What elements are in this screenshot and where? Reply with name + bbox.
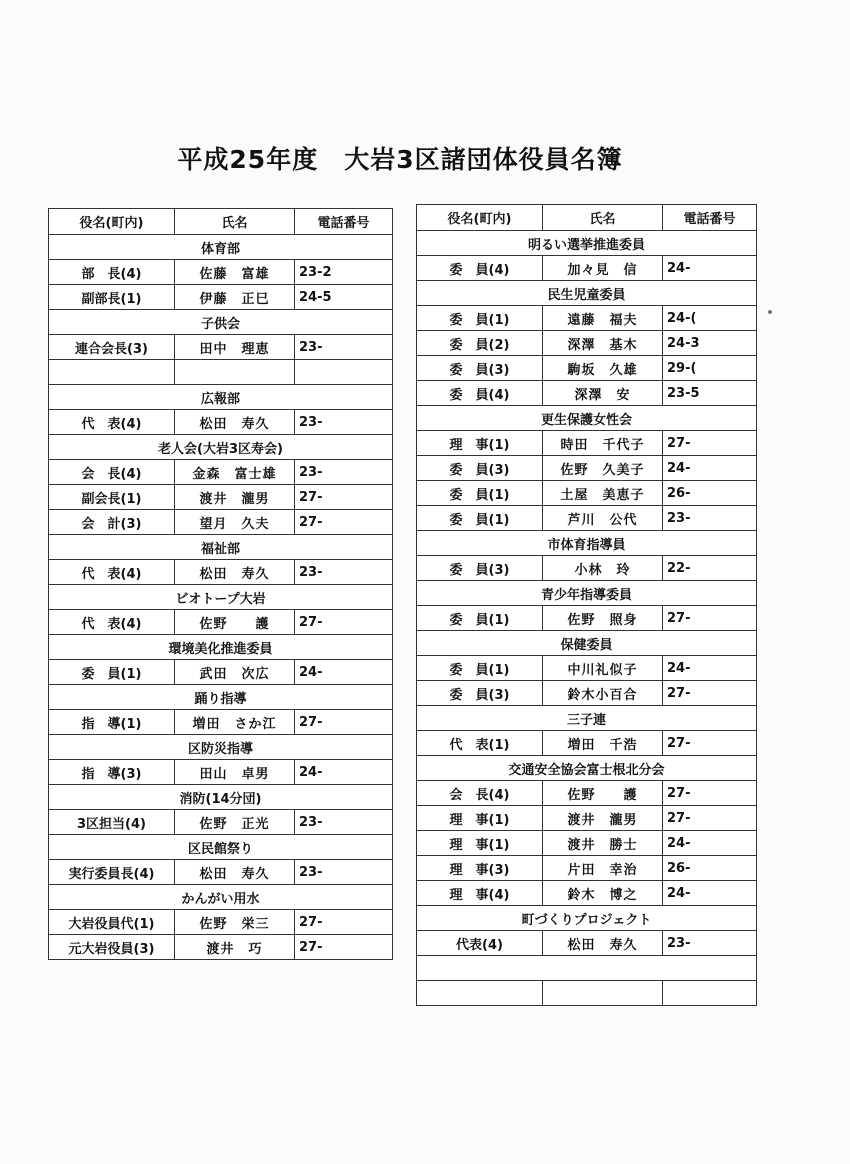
role-cell: 委 員(4) bbox=[417, 381, 543, 406]
role-cell: 代 表(4) bbox=[49, 560, 175, 585]
phone-cell: 24- bbox=[663, 881, 757, 906]
blank-row bbox=[417, 981, 757, 1006]
section-label: 青少年指導委員 bbox=[417, 581, 757, 606]
section-label: 町づくりプロジェクト bbox=[417, 906, 757, 931]
section-row bbox=[417, 706, 757, 731]
section-row bbox=[417, 231, 757, 256]
section-row bbox=[417, 756, 757, 781]
phone-cell: 24-3 bbox=[663, 331, 757, 356]
name-cell: 渡井 瀧男 bbox=[175, 485, 295, 510]
name-cell: 望月 久夫 bbox=[175, 510, 295, 535]
name-cell: 松田 寿久 bbox=[175, 410, 295, 435]
phone-cell: 29-( bbox=[663, 356, 757, 381]
table-row bbox=[49, 710, 393, 735]
table-row bbox=[417, 856, 757, 881]
name-cell: 佐野 護 bbox=[543, 781, 663, 806]
table-row bbox=[417, 381, 757, 406]
table-row bbox=[49, 460, 393, 485]
phone-cell: 24-5 bbox=[295, 285, 393, 310]
table-row bbox=[417, 681, 757, 706]
table-row bbox=[49, 610, 393, 635]
role-cell: 指 導(3) bbox=[49, 760, 175, 785]
table-row bbox=[49, 260, 393, 285]
phone-cell: 24-( bbox=[663, 306, 757, 331]
section-label: 交通安全協会富士根北分会 bbox=[417, 756, 757, 781]
section-label: 子供会 bbox=[49, 310, 393, 335]
name-cell: 伊藤 正巳 bbox=[175, 285, 295, 310]
phone-cell: 27- bbox=[295, 935, 393, 960]
table-row bbox=[417, 831, 757, 856]
phone-cell: 24- bbox=[663, 656, 757, 681]
phone-cell: 24- bbox=[663, 456, 757, 481]
role-cell: 会 長(4) bbox=[417, 781, 543, 806]
section-label: 老人会(大岩3区寿会) bbox=[49, 435, 393, 460]
name-cell: 松田 寿久 bbox=[175, 860, 295, 885]
role-cell: 委 員(4) bbox=[417, 256, 543, 281]
role-cell: 代 表(4) bbox=[49, 610, 175, 635]
table-row bbox=[49, 485, 393, 510]
section-row bbox=[49, 785, 393, 810]
name-cell: 佐野 久美子 bbox=[543, 456, 663, 481]
table-row bbox=[49, 860, 393, 885]
phone-cell: 24- bbox=[295, 660, 393, 685]
role-cell: 理 事(1) bbox=[417, 806, 543, 831]
phone-cell: 23- bbox=[295, 810, 393, 835]
blank-cell bbox=[175, 360, 295, 385]
section-row bbox=[49, 885, 393, 910]
blank-cell bbox=[295, 360, 393, 385]
table-row bbox=[417, 881, 757, 906]
phone-cell: 27- bbox=[663, 781, 757, 806]
role-cell: 副部長(1) bbox=[49, 285, 175, 310]
phone-cell: 23- bbox=[295, 860, 393, 885]
section-row bbox=[49, 235, 393, 260]
role-cell: 委 員(2) bbox=[417, 331, 543, 356]
phone-cell: 27- bbox=[663, 681, 757, 706]
table-row bbox=[417, 331, 757, 356]
section-row bbox=[49, 310, 393, 335]
section-label: 踊り指導 bbox=[49, 685, 393, 710]
table-row bbox=[49, 510, 393, 535]
section-label: 保健委員 bbox=[417, 631, 757, 656]
section-row bbox=[417, 531, 757, 556]
header-name: 氏名 bbox=[175, 209, 295, 235]
phone-cell: 23- bbox=[295, 410, 393, 435]
section-row bbox=[49, 685, 393, 710]
section-label: 福祉部 bbox=[49, 535, 393, 560]
name-cell: 加々見 信 bbox=[543, 256, 663, 281]
role-cell: 代 表(4) bbox=[49, 410, 175, 435]
blank-cell bbox=[417, 981, 543, 1006]
table-row bbox=[417, 431, 757, 456]
blank-row bbox=[417, 956, 757, 981]
name-cell: 小林 玲 bbox=[543, 556, 663, 581]
name-cell: 田中 理恵 bbox=[175, 335, 295, 360]
phone-cell: 23-2 bbox=[295, 260, 393, 285]
header-role: 役名(町内) bbox=[417, 205, 543, 231]
blank-cell bbox=[543, 981, 663, 1006]
role-cell: 委 員(3) bbox=[417, 356, 543, 381]
name-cell: 佐野 照身 bbox=[543, 606, 663, 631]
blank-cell bbox=[417, 956, 757, 981]
name-cell: 渡井 勝士 bbox=[543, 831, 663, 856]
section-row bbox=[417, 581, 757, 606]
phone-cell: 22- bbox=[663, 556, 757, 581]
role-cell: 委 員(3) bbox=[417, 456, 543, 481]
name-cell: 増田 千浩 bbox=[543, 731, 663, 756]
table-row bbox=[49, 335, 393, 360]
name-cell: 深澤 基木 bbox=[543, 331, 663, 356]
phone-cell: 23- bbox=[663, 506, 757, 531]
section-row bbox=[417, 281, 757, 306]
role-cell: 委 員(1) bbox=[417, 506, 543, 531]
role-cell: 元大岩役員(3) bbox=[49, 935, 175, 960]
name-cell: 松田 寿久 bbox=[543, 931, 663, 956]
name-cell: 佐藤 富雄 bbox=[175, 260, 295, 285]
section-label: かんがい用水 bbox=[49, 885, 393, 910]
phone-cell: 27- bbox=[295, 485, 393, 510]
name-cell: 芦川 公代 bbox=[543, 506, 663, 531]
roster-table-left bbox=[48, 208, 393, 960]
table-row bbox=[417, 606, 757, 631]
roster-body-right bbox=[417, 231, 757, 1006]
table-row bbox=[49, 560, 393, 585]
role-cell: 委 員(1) bbox=[417, 306, 543, 331]
role-cell: 委 員(1) bbox=[417, 656, 543, 681]
role-cell: 委 員(3) bbox=[417, 556, 543, 581]
table-row bbox=[417, 731, 757, 756]
phone-cell: 23-5 bbox=[663, 381, 757, 406]
phone-cell: 26- bbox=[663, 856, 757, 881]
name-cell: 中川礼似子 bbox=[543, 656, 663, 681]
roster-table-right bbox=[416, 204, 757, 1006]
name-cell: 片田 幸治 bbox=[543, 856, 663, 881]
table-row bbox=[49, 935, 393, 960]
role-cell: 理 事(3) bbox=[417, 856, 543, 881]
name-cell: 佐野 正光 bbox=[175, 810, 295, 835]
role-cell: 代 表(1) bbox=[417, 731, 543, 756]
section-row bbox=[417, 406, 757, 431]
section-row bbox=[417, 906, 757, 931]
margin-dot bbox=[768, 310, 772, 314]
role-cell: 会 長(4) bbox=[49, 460, 175, 485]
table-row bbox=[49, 760, 393, 785]
role-cell: 代表(4) bbox=[417, 931, 543, 956]
header-name: 氏名 bbox=[543, 205, 663, 231]
section-row bbox=[49, 385, 393, 410]
phone-cell: 27- bbox=[663, 606, 757, 631]
table-row bbox=[417, 656, 757, 681]
name-cell: 駒坂 久雄 bbox=[543, 356, 663, 381]
name-cell: 松田 寿久 bbox=[175, 560, 295, 585]
table-row bbox=[417, 456, 757, 481]
role-cell: 委 員(1) bbox=[417, 606, 543, 631]
role-cell: 委 員(1) bbox=[49, 660, 175, 685]
role-cell: 副会長(1) bbox=[49, 485, 175, 510]
role-cell: 連合会長(3) bbox=[49, 335, 175, 360]
table-row bbox=[49, 410, 393, 435]
table-row bbox=[417, 356, 757, 381]
section-row bbox=[49, 835, 393, 860]
section-label: 消防(14分団) bbox=[49, 785, 393, 810]
role-cell: 会 計(3) bbox=[49, 510, 175, 535]
section-label: 区民館祭り bbox=[49, 835, 393, 860]
section-row bbox=[49, 435, 393, 460]
table-row bbox=[417, 556, 757, 581]
table-row bbox=[417, 306, 757, 331]
table-header bbox=[417, 205, 757, 231]
section-label: 明るい選挙推進委員 bbox=[417, 231, 757, 256]
section-label: 更生保護女性会 bbox=[417, 406, 757, 431]
phone-cell: 23- bbox=[295, 335, 393, 360]
role-cell: 理 事(4) bbox=[417, 881, 543, 906]
table-row bbox=[417, 506, 757, 531]
name-cell: 時田 千代子 bbox=[543, 431, 663, 456]
phone-cell: 27- bbox=[663, 806, 757, 831]
section-row bbox=[417, 631, 757, 656]
phone-cell: 23- bbox=[295, 460, 393, 485]
name-cell: 遠藤 福夫 bbox=[543, 306, 663, 331]
table-row bbox=[417, 931, 757, 956]
name-cell: 佐野 栄三 bbox=[175, 910, 295, 935]
role-cell: 実行委員長(4) bbox=[49, 860, 175, 885]
blank-cell bbox=[49, 360, 175, 385]
role-cell: 指 導(1) bbox=[49, 710, 175, 735]
phone-cell: 24- bbox=[663, 256, 757, 281]
section-row bbox=[49, 735, 393, 760]
header-role: 役名(町内) bbox=[49, 209, 175, 235]
header-phone: 電話番号 bbox=[663, 205, 757, 231]
table-row bbox=[417, 781, 757, 806]
section-label: 体育部 bbox=[49, 235, 393, 260]
section-label: 広報部 bbox=[49, 385, 393, 410]
name-cell: 金森 富士雄 bbox=[175, 460, 295, 485]
role-cell: 委 員(3) bbox=[417, 681, 543, 706]
name-cell: 鈴木 博之 bbox=[543, 881, 663, 906]
section-row bbox=[49, 635, 393, 660]
name-cell: 土屋 美恵子 bbox=[543, 481, 663, 506]
phone-cell: 27- bbox=[663, 731, 757, 756]
section-row bbox=[49, 535, 393, 560]
table-row bbox=[49, 660, 393, 685]
section-label: 市体育指導員 bbox=[417, 531, 757, 556]
section-label: ビオトープ大岩 bbox=[49, 585, 393, 610]
blank-cell bbox=[663, 981, 757, 1006]
phone-cell: 24- bbox=[295, 760, 393, 785]
blank-row bbox=[49, 360, 393, 385]
section-label: 環境美化推進委員 bbox=[49, 635, 393, 660]
role-cell: 大岩役員代(1) bbox=[49, 910, 175, 935]
role-cell: 委 員(1) bbox=[417, 481, 543, 506]
table-row bbox=[49, 910, 393, 935]
phone-cell: 23- bbox=[663, 931, 757, 956]
role-cell: 理 事(1) bbox=[417, 831, 543, 856]
table-header bbox=[49, 209, 393, 235]
page-title: 平成25年度 大岩3区諸団体役員名簿 bbox=[177, 145, 623, 174]
table-row bbox=[417, 806, 757, 831]
phone-cell: 27- bbox=[295, 510, 393, 535]
table-row bbox=[49, 285, 393, 310]
name-cell: 佐野 護 bbox=[175, 610, 295, 635]
section-label: 民生児童委員 bbox=[417, 281, 757, 306]
phone-cell: 27- bbox=[295, 910, 393, 935]
name-cell: 鈴木小百合 bbox=[543, 681, 663, 706]
role-cell: 部 長(4) bbox=[49, 260, 175, 285]
table-row bbox=[417, 256, 757, 281]
name-cell: 深澤 安 bbox=[543, 381, 663, 406]
role-cell: 理 事(1) bbox=[417, 431, 543, 456]
phone-cell: 23- bbox=[295, 560, 393, 585]
roster-body-left bbox=[49, 235, 393, 960]
phone-cell: 27- bbox=[295, 610, 393, 635]
name-cell: 田山 卓男 bbox=[175, 760, 295, 785]
section-row bbox=[49, 585, 393, 610]
phone-cell: 27- bbox=[663, 431, 757, 456]
table-row bbox=[49, 810, 393, 835]
phone-cell: 27- bbox=[295, 710, 393, 735]
name-cell: 渡井 巧 bbox=[175, 935, 295, 960]
section-label: 三子連 bbox=[417, 706, 757, 731]
name-cell: 増田 さか江 bbox=[175, 710, 295, 735]
name-cell: 武田 次広 bbox=[175, 660, 295, 685]
phone-cell: 26- bbox=[663, 481, 757, 506]
role-cell: 3区担当(4) bbox=[49, 810, 175, 835]
name-cell: 渡井 瀧男 bbox=[543, 806, 663, 831]
section-label: 区防災指導 bbox=[49, 735, 393, 760]
phone-cell: 24- bbox=[663, 831, 757, 856]
table-row bbox=[417, 481, 757, 506]
header-phone: 電話番号 bbox=[295, 209, 393, 235]
